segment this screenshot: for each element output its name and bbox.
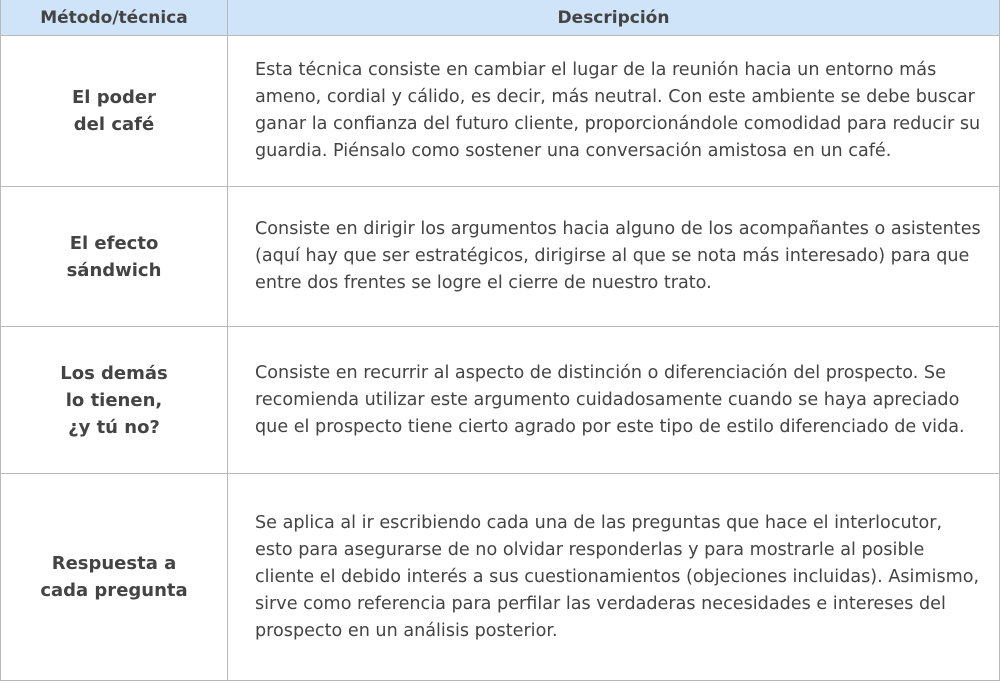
description-cell: Se aplica al ir escribiendo cada una de las preguntas que hace el interlocutor, esto para asegurarse de no olvidar responderlas y para mostrarle al posible cliente el debido interés a sus cuestionamientos (objeciones incluidas). Asimismo, sirve como referencia para perfilar las verdaderas necesidades e intereses del prospecto en un análisis posterior.	[228, 474, 1000, 681]
table-header-row	[1, 0, 1000, 36]
method-cell	[1, 187, 228, 327]
method-name: Respuesta a cada pregunta	[40, 553, 188, 601]
method-cell	[1, 327, 228, 474]
table-row	[1, 327, 1000, 474]
table-row	[1, 36, 1000, 187]
method-name: El poder del café	[72, 87, 156, 135]
description-cell: Consiste en recurrir al aspecto de distinción o diferenciación del prospecto. Se recomienda utilizar este argumento cuidadosamente cuando se haya apreciado que el prospecto tiene cierto agrado por este tipo de estilo diferenciado de vida.	[228, 327, 1000, 474]
table-row	[1, 187, 1000, 327]
method-name: Los demás lo tienen, ¿y tú no?	[60, 362, 168, 438]
table-row	[1, 474, 1000, 681]
description-cell: Consiste en dirigir los argumentos hacia alguno de los acompañantes o asistentes (aquí hay que ser estratégicos, dirigirse al que se nota más interesado) para que entre dos frentes se logre el cierre de nuestro trato.	[228, 187, 1000, 327]
method-cell	[1, 36, 228, 187]
method-name: El efecto sándwich	[66, 232, 162, 281]
header-method: Método/técnica	[1, 0, 228, 36]
header-description: Descripción	[228, 0, 1000, 36]
description-cell: Esta técnica consiste en cambiar el lugar de la reunión hacia un entorno más ameno, cordial y cálido, es decir, más neutral. Con este ambiente se debe buscar ganar la confianza del futuro cliente, proporcionándole comodidad para reducir su guardia. Piénsalo como sostener una conversación amistosa en un café.	[228, 36, 1000, 187]
method-cell	[1, 474, 228, 681]
